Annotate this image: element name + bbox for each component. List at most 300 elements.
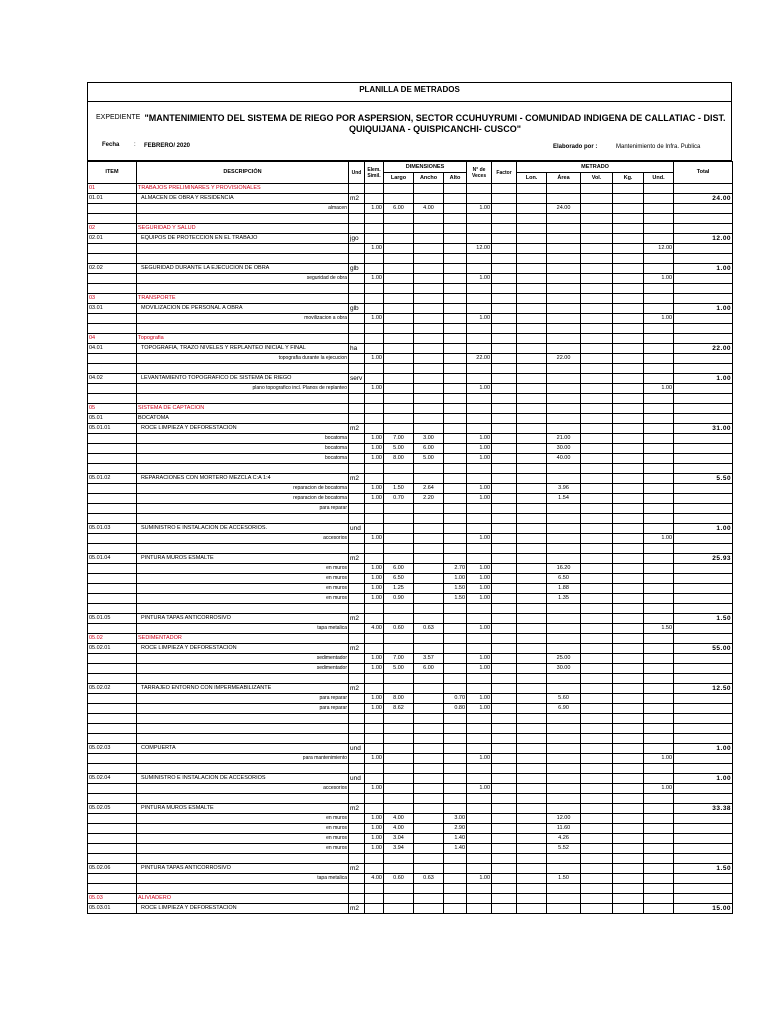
ancho-value: 0.63	[414, 624, 444, 634]
empty-cell	[88, 314, 137, 324]
empty-cell	[644, 224, 674, 234]
empty-cell	[492, 804, 517, 814]
detail-row	[88, 834, 733, 844]
partida-row	[88, 774, 733, 784]
empty-cell	[384, 284, 414, 294]
empty-cell	[547, 334, 581, 344]
empty-cell	[492, 584, 517, 594]
empty-cell	[674, 274, 733, 284]
empty-cell	[547, 284, 581, 294]
partida-total: 25.93	[674, 554, 733, 564]
empty-cell	[492, 904, 517, 914]
empty-cell	[365, 284, 384, 294]
empty-cell	[88, 394, 137, 404]
empty-cell	[349, 754, 365, 764]
empty-cell	[88, 874, 137, 884]
empty-cell	[349, 454, 365, 464]
empty-cell	[547, 414, 581, 424]
empty-cell	[492, 794, 517, 804]
empty-cell	[444, 794, 467, 804]
empty-cell	[581, 524, 613, 534]
empty-cell	[581, 854, 613, 864]
largo-value: 3.94	[384, 844, 414, 854]
ancho-value	[414, 844, 444, 854]
area-value: 1.50	[547, 874, 581, 884]
empty-cell	[517, 884, 547, 894]
empty-cell	[517, 844, 547, 854]
empty-cell	[517, 474, 547, 484]
empty-cell	[644, 684, 674, 694]
veces-value: 1.00	[467, 494, 492, 504]
elem-simil-value: 1.00	[365, 434, 384, 444]
empty-cell	[384, 864, 414, 874]
empty-cell	[613, 854, 644, 864]
empty-cell	[384, 774, 414, 784]
empty-cell	[467, 554, 492, 564]
empty-cell	[581, 434, 613, 444]
empty-cell	[88, 594, 137, 604]
empty-cell	[492, 874, 517, 884]
partida-description: PINTURA MUROS ESMALTE	[137, 804, 349, 814]
empty-cell	[613, 514, 644, 524]
detail-description: tapa metalica	[137, 624, 349, 634]
largo-value: 5.00	[384, 664, 414, 674]
detail-row	[88, 844, 733, 854]
empty-cell	[492, 224, 517, 234]
empty-cell	[613, 764, 644, 774]
col-und: Und	[349, 162, 365, 184]
detail-description	[137, 244, 349, 254]
empty-cell	[644, 234, 674, 244]
empty-cell	[644, 524, 674, 534]
empty-cell	[467, 254, 492, 264]
empty-cell	[547, 294, 581, 304]
largo-value: 0.90	[384, 594, 414, 604]
empty-cell	[349, 884, 365, 894]
empty-cell	[674, 894, 733, 904]
area-value	[547, 624, 581, 634]
detail-description: sedimentador	[137, 654, 349, 664]
partida-item: 05.02.05	[88, 804, 137, 814]
ancho-value: 0.63	[414, 874, 444, 884]
section-row	[88, 184, 733, 194]
empty-cell	[613, 214, 644, 224]
empty-cell	[581, 594, 613, 604]
empty-cell	[137, 394, 349, 404]
blank-row	[88, 794, 733, 804]
largo-value: 6.50	[384, 574, 414, 584]
empty-cell	[349, 844, 365, 854]
empty-cell	[492, 464, 517, 474]
page-title: PLANILLA DE METRADOS	[87, 82, 732, 96]
empty-cell	[581, 234, 613, 244]
empty-cell	[137, 364, 349, 374]
veces-value: 1.00	[467, 754, 492, 764]
elem-simil-value: 1.00	[365, 824, 384, 834]
und-value	[644, 444, 674, 454]
empty-cell	[674, 184, 733, 194]
empty-cell	[444, 774, 467, 784]
empty-cell	[517, 344, 547, 354]
partida-item: 01.01	[88, 194, 137, 204]
empty-cell	[517, 724, 547, 734]
empty-cell	[581, 414, 613, 424]
empty-cell	[644, 324, 674, 334]
empty-cell	[581, 494, 613, 504]
empty-cell	[613, 804, 644, 814]
empty-cell	[414, 884, 444, 894]
empty-cell	[674, 314, 733, 324]
empty-cell	[644, 604, 674, 614]
empty-cell	[384, 264, 414, 274]
partida-row	[88, 344, 733, 354]
empty-cell	[674, 844, 733, 854]
empty-cell	[492, 244, 517, 254]
empty-cell	[613, 604, 644, 614]
empty-cell	[88, 504, 137, 514]
elem-simil-value: 1.00	[365, 274, 384, 284]
blank-row	[88, 394, 733, 404]
area-value: 5.52	[547, 844, 581, 854]
empty-cell	[384, 894, 414, 904]
ancho-value: 2.20	[414, 494, 444, 504]
empty-cell	[613, 834, 644, 844]
empty-cell	[492, 674, 517, 684]
empty-cell	[581, 274, 613, 284]
empty-cell	[674, 544, 733, 554]
empty-cell	[384, 414, 414, 424]
empty-cell	[365, 304, 384, 314]
empty-cell	[444, 894, 467, 904]
empty-cell	[547, 474, 581, 484]
empty-cell	[444, 904, 467, 914]
blank-row	[88, 884, 733, 894]
partida-unit: und	[349, 774, 365, 784]
empty-cell	[613, 594, 644, 604]
empty-cell	[517, 604, 547, 614]
empty-cell	[349, 874, 365, 884]
empty-cell	[444, 224, 467, 234]
detail-description: en muros	[137, 834, 349, 844]
empty-cell	[581, 554, 613, 564]
empty-cell	[88, 274, 137, 284]
empty-cell	[444, 764, 467, 774]
alto-value	[444, 314, 467, 324]
empty-cell	[674, 584, 733, 594]
largo-value: 7.00	[384, 434, 414, 444]
empty-cell	[88, 734, 137, 744]
empty-cell	[88, 544, 137, 554]
partida-unit: und	[349, 744, 365, 754]
empty-cell	[674, 204, 733, 214]
empty-cell	[644, 374, 674, 384]
empty-cell	[674, 364, 733, 374]
empty-cell	[547, 644, 581, 654]
empty-cell	[613, 614, 644, 624]
empty-cell	[517, 424, 547, 434]
empty-cell	[581, 534, 613, 544]
empty-cell	[414, 894, 444, 904]
largo-value: 0.60	[384, 624, 414, 634]
detail-row	[88, 384, 733, 394]
empty-cell	[492, 274, 517, 284]
und-value	[644, 564, 674, 574]
empty-cell	[674, 454, 733, 464]
empty-cell	[444, 714, 467, 724]
empty-cell	[613, 344, 644, 354]
empty-cell	[581, 614, 613, 624]
detail-row	[88, 584, 733, 594]
empty-cell	[581, 874, 613, 884]
partida-unit: jgo	[349, 234, 365, 244]
empty-cell	[365, 474, 384, 484]
empty-cell	[517, 294, 547, 304]
partida-description: LEVANTAMIENTO TOPOGRAFICO DE SISTEMA DE RIEGO	[137, 374, 349, 384]
empty-cell	[581, 714, 613, 724]
empty-cell	[414, 674, 444, 684]
empty-cell	[349, 384, 365, 394]
partida-item: 05.02.04	[88, 774, 137, 784]
empty-cell	[674, 764, 733, 774]
empty-cell	[674, 624, 733, 634]
col-lon: Lon.	[517, 173, 547, 184]
empty-cell	[137, 854, 349, 864]
empty-cell	[349, 624, 365, 634]
empty-cell	[517, 764, 547, 774]
empty-cell	[613, 464, 644, 474]
empty-cell	[365, 714, 384, 724]
col-total: Total	[674, 162, 733, 184]
empty-cell	[88, 714, 137, 724]
empty-cell	[613, 324, 644, 334]
empty-cell	[547, 864, 581, 874]
empty-cell	[384, 224, 414, 234]
partida-unit: m2	[349, 684, 365, 694]
empty-cell	[613, 894, 644, 904]
detail-description: en muros	[137, 584, 349, 594]
empty-cell	[517, 514, 547, 524]
empty-cell	[547, 554, 581, 564]
empty-cell	[467, 804, 492, 814]
empty-cell	[365, 554, 384, 564]
empty-cell	[581, 254, 613, 264]
empty-cell	[613, 204, 644, 214]
empty-cell	[444, 464, 467, 474]
empty-cell	[349, 574, 365, 584]
empty-cell	[581, 324, 613, 334]
detail-description: en muros	[137, 594, 349, 604]
area-value	[547, 384, 581, 394]
empty-cell	[492, 764, 517, 774]
ancho-value	[414, 824, 444, 834]
empty-cell	[581, 684, 613, 694]
empty-cell	[517, 194, 547, 204]
empty-cell	[467, 344, 492, 354]
partida-item: 03.01	[88, 304, 137, 314]
section-title: TRANSPORTE	[137, 294, 349, 304]
empty-cell	[88, 244, 137, 254]
partida-item: 04.01	[88, 344, 137, 354]
empty-cell	[613, 844, 644, 854]
empty-cell	[644, 514, 674, 524]
empty-cell	[581, 564, 613, 574]
empty-cell	[492, 194, 517, 204]
empty-cell	[581, 504, 613, 514]
area-value	[547, 274, 581, 284]
empty-cell	[414, 194, 444, 204]
blank-row	[88, 604, 733, 614]
elem-simil-value: 1.00	[365, 314, 384, 324]
empty-cell	[581, 344, 613, 354]
empty-cell	[414, 464, 444, 474]
alto-value: 3.00	[444, 814, 467, 824]
empty-cell	[613, 684, 644, 694]
empty-cell	[581, 384, 613, 394]
empty-cell	[517, 614, 547, 624]
empty-cell	[581, 704, 613, 714]
empty-cell	[349, 794, 365, 804]
veces-value: 1.00	[467, 444, 492, 454]
empty-cell	[492, 494, 517, 504]
empty-cell	[492, 474, 517, 484]
empty-cell	[137, 604, 349, 614]
empty-cell	[613, 544, 644, 554]
empty-cell	[467, 604, 492, 614]
empty-cell	[517, 594, 547, 604]
empty-cell	[517, 364, 547, 374]
largo-value	[384, 244, 414, 254]
empty-cell	[467, 334, 492, 344]
und-value	[644, 704, 674, 714]
empty-cell	[384, 364, 414, 374]
partida-total: 22.00	[674, 344, 733, 354]
empty-cell	[674, 224, 733, 234]
empty-cell	[349, 244, 365, 254]
empty-cell	[547, 424, 581, 434]
empty-cell	[137, 714, 349, 724]
empty-cell	[517, 234, 547, 244]
empty-cell	[365, 864, 384, 874]
empty-cell	[365, 374, 384, 384]
empty-cell	[467, 294, 492, 304]
empty-cell	[365, 344, 384, 354]
area-value: 1.54	[547, 494, 581, 504]
empty-cell	[384, 804, 414, 814]
empty-cell	[414, 744, 444, 754]
ancho-value	[414, 354, 444, 364]
largo-value: 6.00	[384, 564, 414, 574]
area-value: 24.00	[547, 204, 581, 214]
empty-cell	[365, 634, 384, 644]
project-name: "MANTENIMIENTO DEL SISTEMA DE RIEGO POR ASPERSION, SECTOR CCUHUYRUMI - COMUNIDAD INDIGENA DE CALLATIAC - DIST. QUIQUIJANA - QUISPICANCHI- CUSCO"	[144, 113, 726, 134]
empty-cell	[644, 474, 674, 484]
empty-cell	[365, 764, 384, 774]
empty-cell	[517, 504, 547, 514]
empty-cell	[492, 784, 517, 794]
partida-total: 5.50	[674, 474, 733, 484]
empty-cell	[349, 734, 365, 744]
empty-cell	[613, 444, 644, 454]
empty-cell	[414, 904, 444, 914]
empty-cell	[644, 464, 674, 474]
empty-cell	[467, 474, 492, 484]
partida-row	[88, 524, 733, 534]
empty-cell	[492, 264, 517, 274]
empty-cell	[517, 824, 547, 834]
empty-cell	[492, 374, 517, 384]
empty-cell	[88, 254, 137, 264]
partida-total: 1.50	[674, 614, 733, 624]
empty-cell	[517, 354, 547, 364]
project-header	[87, 101, 732, 161]
ancho-value	[414, 274, 444, 284]
empty-cell	[644, 614, 674, 624]
empty-cell	[349, 534, 365, 544]
empty-cell	[547, 264, 581, 274]
empty-cell	[414, 714, 444, 724]
empty-cell	[547, 884, 581, 894]
empty-cell	[547, 684, 581, 694]
detail-row	[88, 444, 733, 454]
empty-cell	[365, 724, 384, 734]
empty-cell	[492, 814, 517, 824]
empty-cell	[581, 604, 613, 614]
empty-cell	[581, 784, 613, 794]
empty-cell	[613, 334, 644, 344]
partida-unit: m2	[349, 424, 365, 434]
empty-cell	[613, 484, 644, 494]
empty-cell	[88, 624, 137, 634]
empty-cell	[384, 884, 414, 894]
empty-cell	[581, 894, 613, 904]
empty-cell	[547, 184, 581, 194]
empty-cell	[384, 764, 414, 774]
elem-simil-value: 1.00	[365, 204, 384, 214]
empty-cell	[517, 654, 547, 664]
ancho-value: 6.00	[414, 444, 444, 454]
empty-cell	[517, 834, 547, 844]
ancho-value	[414, 704, 444, 714]
empty-cell	[613, 644, 644, 654]
empty-cell	[581, 184, 613, 194]
partida-item: 05.01.03	[88, 524, 137, 534]
largo-value: 7.00	[384, 654, 414, 664]
empty-cell	[674, 694, 733, 704]
empty-cell	[444, 284, 467, 294]
empty-cell	[88, 854, 137, 864]
col-area: Área	[547, 173, 581, 184]
empty-cell	[492, 384, 517, 394]
empty-cell	[467, 614, 492, 624]
empty-cell	[674, 324, 733, 334]
empty-cell	[674, 794, 733, 804]
partida-description: ROCE LIMPIEZA Y DEFORESTACION	[137, 424, 349, 434]
empty-cell	[349, 674, 365, 684]
und-value	[644, 494, 674, 504]
empty-cell	[349, 604, 365, 614]
empty-cell	[517, 374, 547, 384]
empty-cell	[517, 394, 547, 404]
empty-cell	[674, 514, 733, 524]
veces-value: 1.00	[467, 434, 492, 444]
empty-cell	[581, 464, 613, 474]
blank-row	[88, 214, 733, 224]
detail-description: en muros	[137, 564, 349, 574]
detail-description: en muros	[137, 574, 349, 584]
empty-cell	[88, 494, 137, 504]
empty-cell	[613, 524, 644, 534]
empty-cell	[517, 444, 547, 454]
